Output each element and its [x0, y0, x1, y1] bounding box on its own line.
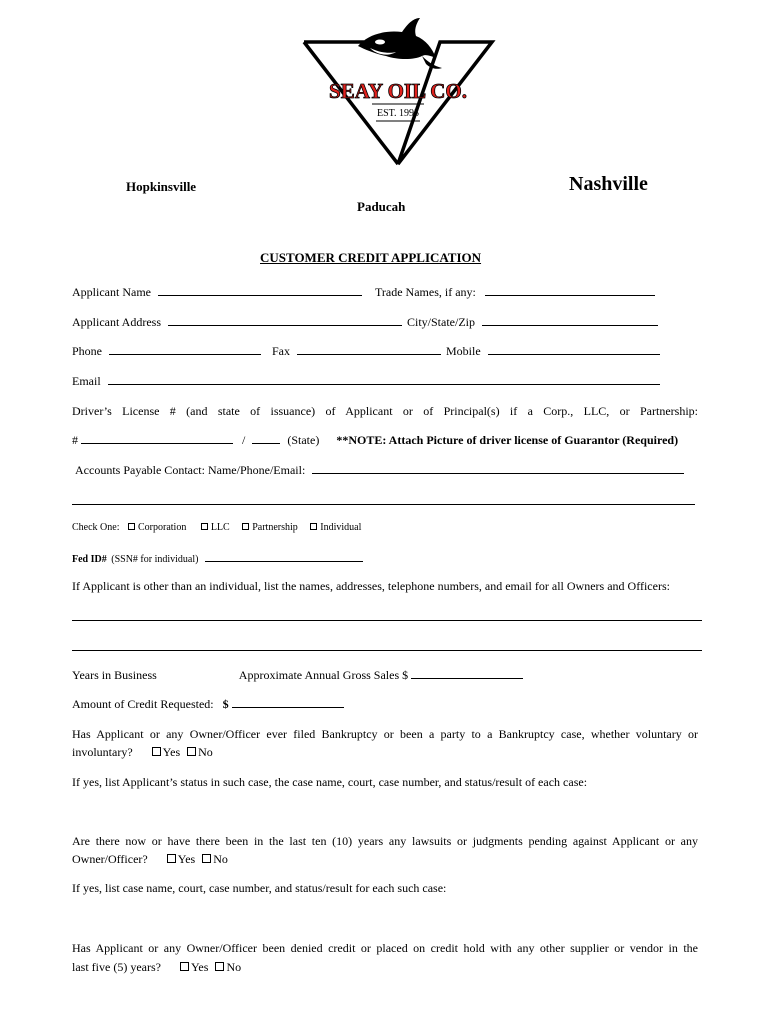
row-credit: [72, 697, 344, 711]
mobile-input[interactable]: [488, 344, 660, 355]
trade-names-input[interactable]: [485, 285, 655, 296]
license-state-input[interactable]: [252, 433, 280, 444]
bankruptcy-followup: If yes, list Applicant’s status in such case, the case name, court, case number, and status/result of each case:: [72, 775, 588, 789]
owners-prompt: If Applicant is other than an individual, list the names, addresses, telephone numbers, and email for all Owners and Officers:: [72, 579, 670, 593]
lawsuit-followup: If yes, list case name, court, case number, and status/result for each such case:: [72, 881, 447, 895]
checkbox-icon: [167, 854, 176, 863]
bankruptcy-question-line2: involuntary?: [72, 745, 133, 759]
license-slash: /: [242, 433, 246, 447]
gross-sales-input[interactable]: [411, 668, 523, 679]
fax-input[interactable]: [297, 344, 441, 355]
city-state-zip-label: City/State/Zip: [407, 315, 475, 329]
bankruptcy-no[interactable]: No: [187, 745, 213, 759]
denied-question-line2: last five (5) years?: [72, 960, 161, 974]
license-number-input[interactable]: [81, 433, 233, 444]
lawsuit-no[interactable]: No: [202, 852, 228, 866]
drivers-license-text: Driver’s License # (and state of issuance) of Applicant or of Principal(s) if a Corp., LLC, or Partnership:: [72, 404, 698, 418]
row-bankruptcy-answer: [72, 745, 213, 759]
checkbox-icon: [128, 523, 135, 530]
denied-question: Has Applicant or any Owner/Officer been denied credit or placed on credit hold with any other supplier or vendor in the: [72, 941, 698, 955]
row-address: [72, 315, 658, 329]
fed-id-input[interactable]: [205, 551, 363, 562]
trade-names-label: Trade Names, if any:: [374, 285, 476, 299]
location-paducah: Paducah: [357, 199, 406, 214]
logo-triangle: [304, 42, 492, 164]
row-years-sales: [72, 668, 523, 682]
credit-dollar: $: [222, 697, 229, 711]
lawsuit-question: Are there now or have there been in the last ten (10) years any lawsuits or judgments pending against Applicant or any: [72, 834, 698, 848]
checkbox-partnership[interactable]: Partnership: [242, 522, 298, 533]
fed-id-label: Fed ID#: [72, 554, 107, 565]
applicant-name-label: Applicant Name: [72, 285, 151, 299]
checkbox-corporation[interactable]: Corporation: [128, 522, 186, 533]
bankruptcy-question: Has Applicant or any Owner/Officer ever filed Bankruptcy or been a party to a Bankruptcy case, whether voluntary or: [72, 727, 698, 741]
checkbox-icon: [187, 747, 196, 756]
checkbox-icon: [201, 523, 208, 530]
row-email: [72, 374, 660, 388]
license-note: **NOTE: Attach Picture of driver license of Guarantor (Required): [336, 433, 679, 447]
mobile-label: Mobile: [446, 344, 481, 358]
applicant-address-label: Applicant Address: [72, 315, 161, 329]
row-lawsuit-answer: [72, 852, 228, 866]
ssn-note: (SSN# for individual): [111, 554, 199, 565]
checkbox-icon: [310, 523, 317, 530]
owners-input-line2[interactable]: [72, 640, 702, 651]
checkbox-icon: [180, 962, 189, 971]
applicant-name-input[interactable]: [158, 285, 362, 296]
phone-label: Phone: [72, 344, 102, 358]
checkbox-icon: [242, 523, 249, 530]
location-hopkinsville: Hopkinsville: [126, 179, 197, 194]
checkbox-individual[interactable]: Individual: [310, 522, 361, 533]
checkbox-icon: [152, 747, 161, 756]
applicant-address-input[interactable]: [168, 315, 402, 326]
row-license-number: [72, 433, 678, 447]
license-hash: #: [72, 433, 78, 447]
logo-established: EST. 1995: [376, 108, 420, 119]
form-title: CUSTOMER CREDIT APPLICATION: [260, 250, 482, 265]
credit-requested-input[interactable]: [232, 697, 344, 708]
row-check-one: [72, 522, 361, 534]
gross-sales-label: Approximate Annual Gross Sales $: [238, 668, 409, 682]
fax-label: Fax: [272, 344, 290, 358]
email-label: Email: [72, 374, 101, 388]
lawsuit-yes[interactable]: Yes: [167, 852, 195, 866]
location-nashville: Nashville: [569, 173, 648, 195]
row-applicant-name: [72, 285, 655, 299]
phone-input[interactable]: [109, 344, 261, 355]
checkbox-icon: [215, 962, 224, 971]
ap-contact-input-line2[interactable]: [72, 494, 695, 505]
company-logo: [298, 16, 498, 168]
row-denied-answer: [72, 960, 241, 974]
denied-no[interactable]: No: [215, 960, 241, 974]
lawsuit-question-line2: Owner/Officer?: [72, 852, 148, 866]
bankruptcy-yes[interactable]: Yes: [152, 745, 180, 759]
row-phone: [72, 344, 660, 358]
ap-contact-input[interactable]: [312, 463, 684, 474]
checkbox-icon: [202, 854, 211, 863]
row-ap-contact: [75, 463, 684, 477]
checkbox-llc[interactable]: LLC: [201, 522, 230, 533]
orca-icon: [358, 18, 442, 69]
email-input[interactable]: [108, 374, 660, 385]
years-in-business-label: Years in Business: [72, 668, 157, 682]
check-one-label: Check One:: [72, 522, 120, 533]
credit-requested-label: Amount of Credit Requested:: [72, 697, 214, 711]
denied-yes[interactable]: Yes: [180, 960, 208, 974]
owners-input-line1[interactable]: [72, 610, 702, 621]
city-state-zip-input[interactable]: [482, 315, 658, 326]
row-fed-id: [72, 551, 363, 566]
logo-company-name: SEAY OIL CO.: [329, 79, 467, 103]
license-state-label: (State): [287, 433, 320, 447]
ap-contact-label: Accounts Payable Contact: Name/Phone/Email:: [75, 463, 306, 477]
